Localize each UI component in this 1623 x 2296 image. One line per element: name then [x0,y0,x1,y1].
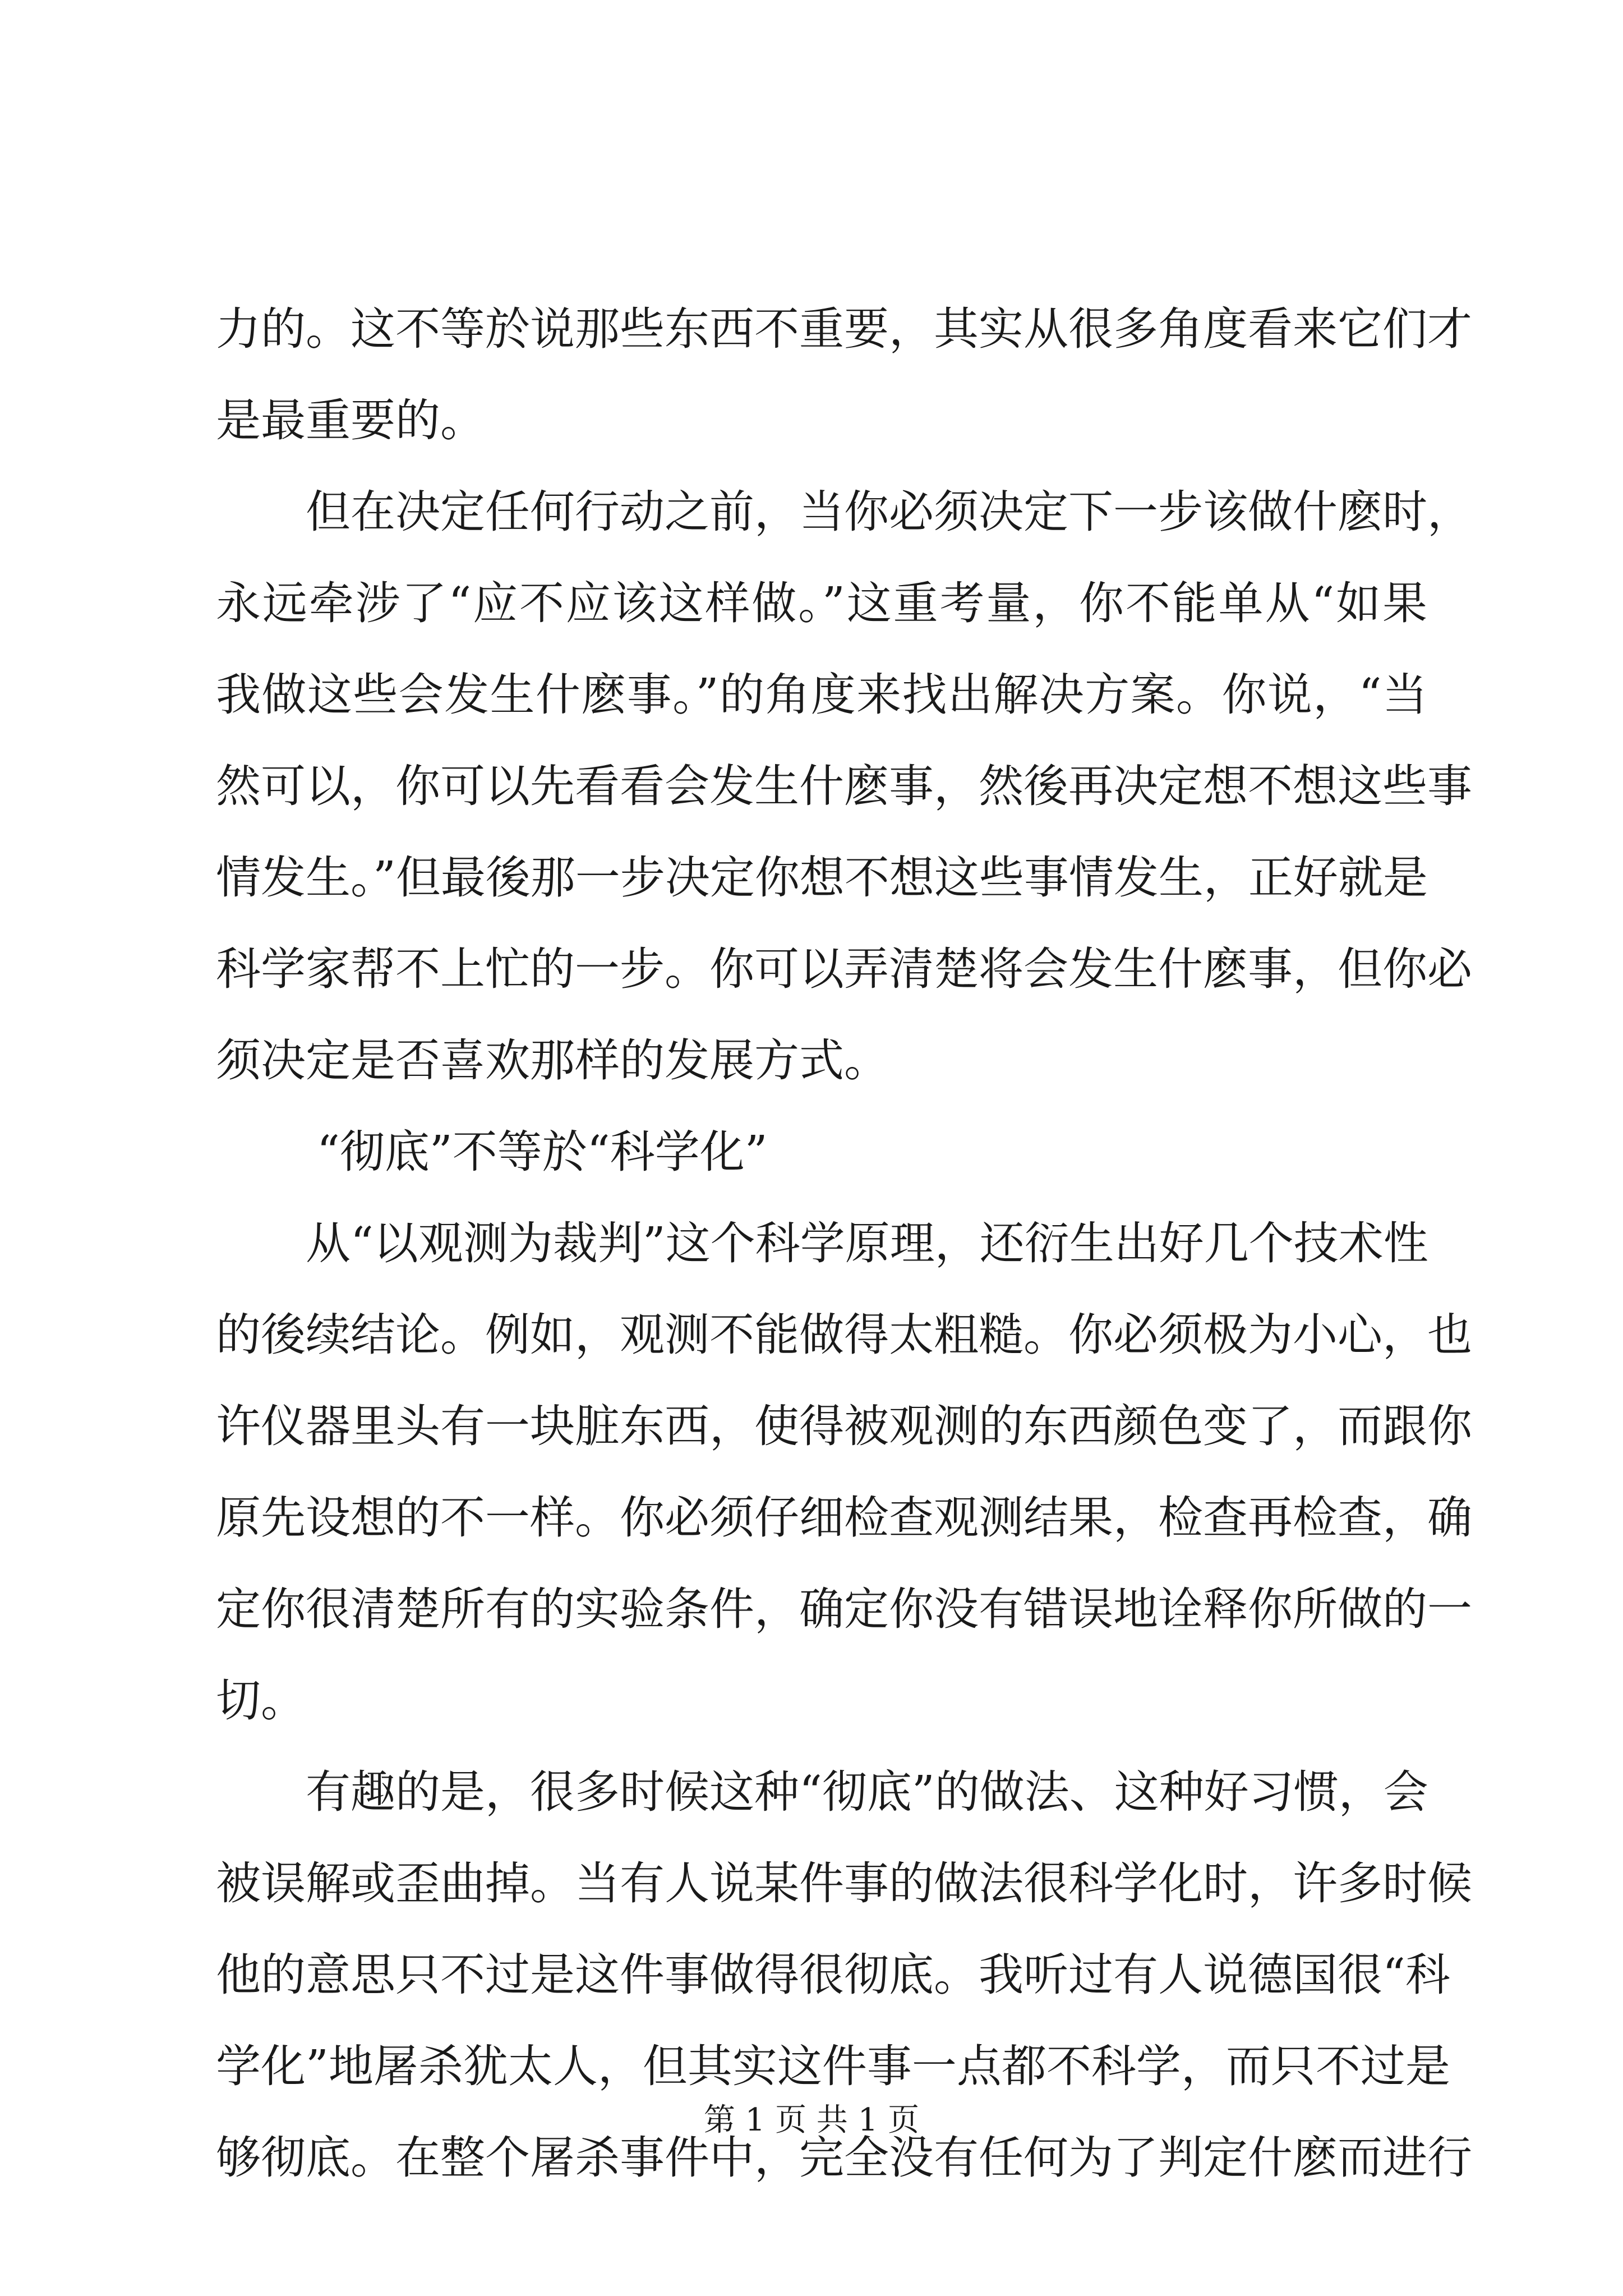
text-line: 力的。这不等於说那些东西不重要，其实从很多角度看来它们才 [216,303,1472,355]
page-footer [0,2098,1623,2143]
text-line: 学化”地屠杀犹太人，但其实这件事一点都不科学，而只不过是 [216,2040,1450,2092]
text-line: 然可以，你可以先看看会发生什麽事，然後再决定想不想这些事 [216,760,1472,812]
text-line: 我做这些会发生什麽事。”的角度来找出解决方案。你说，“当 [216,669,1427,721]
text-line: 情发生。”但最後那一步决定你想不想这些事情发生，正好就是 [216,852,1428,904]
text-line: 被误解或歪曲掉。当有人说某件事的做法很科学化时，许多时候 [216,1857,1472,1910]
text-line: 定你很清楚所有的实验条件，确定你没有错误地诠释你所做的一 [216,1583,1472,1635]
text-line: 是最重要的。 [216,394,485,447]
text-line: 许仪器里头有一块脏东西，使得被观测的东西颜色变了，而跟你 [216,1400,1472,1452]
text-line: 永远牵涉了“应不应该这样做。”这重考量，你不能单从“如果 [216,577,1427,629]
body-text [216,283,1472,2203]
text-line: 他的意思只不过是这件事做得很彻底。我听过有人说德国很“科 [216,1949,1450,2001]
text-line: 的後续结论。例如，观测不能做得太粗糙。你必须极为小心，也 [216,1309,1472,1361]
text-line: 切。 [216,1674,306,1727]
text-line: 须决定是否喜欢那样的发展方式。 [216,1034,889,1087]
text-line: 但在决定任何行动之前，当你必须决定下一步该做什麽时， [306,486,1472,538]
text-line: 有趣的是，很多时候这种“彻底”的做法、这种好习惯，会 [306,1766,1428,1818]
text-line: 原先设想的不一样。你必须仔细检查观测结果，检查再检查，确 [216,1492,1472,1544]
section-heading: “彻底”不等於“科学化” [317,1126,768,1178]
text-line: 够彻底。在整个屠杀事件中，完全没有任何为了判定什麽而进行 [216,2132,1472,2184]
text-line: 科学家帮不上忙的一步。你可以弄清楚将会发生什麽事，但你必 [216,943,1472,995]
text-line: 从“以观测为裁判”这个科学原理，还衍生出好几个技术性 [306,1217,1428,1269]
page-number-label: 第 1 页 共 1 页 [703,2102,920,2138]
